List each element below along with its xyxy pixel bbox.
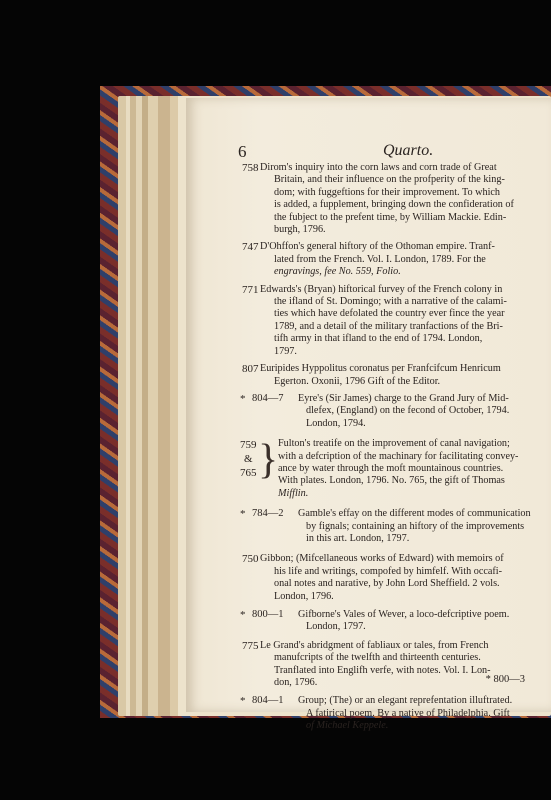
- entry-line: Group; (The) or an elegant reprefentation illuftrated.: [298, 695, 513, 707]
- page-number: 6: [238, 142, 247, 161]
- entry-line: Dirom's inquiry into the corn laws and corn trade of Great: [260, 162, 497, 173]
- entry-line: Gifborne's Vales of Wever, a loco-defcriptive poem.: [298, 609, 510, 620]
- supplement-mark: *: [240, 609, 246, 621]
- entry-line: Britain, and their influence on the profperity of the king-: [274, 174, 505, 186]
- running-head: [238, 142, 551, 162]
- entry-number: 759: [240, 439, 257, 452]
- entry-number-group: [240, 438, 258, 480]
- entry-line: Egerton. Oxonii, 1796 Gift of the Editor.: [274, 375, 441, 387]
- entry-line: Gamble's effay on the different modes of communication: [298, 508, 531, 520]
- entry-line: tifh army in that ifland to the end of 1794. London,: [274, 333, 483, 345]
- entry-number: 800—1: [252, 609, 284, 620]
- entry-line: onal notes and narative, by John Lord Sheffield. 2 vols.: [274, 578, 500, 590]
- entry-line: A fatirical poem. By a native of Philadelphia. Gift: [306, 707, 510, 719]
- supplement-mark: *: [240, 392, 246, 405]
- entry-line: London, 1797.: [306, 621, 366, 633]
- entry-line: burgh, 1796.: [274, 224, 326, 236]
- running-title: Quarto.: [383, 142, 434, 159]
- entry-line: Tranflated into Englifh verfe, with notes. Vol. I. Lon-: [274, 664, 491, 676]
- book-page: [186, 98, 551, 732]
- entry-line: the fubject to the prefent time, by William Mackie. Edin-: [274, 211, 507, 223]
- entry-number-ampersand: &: [244, 453, 253, 466]
- entry-line: Le Grand's abridgment of fabliaux or tales, from French: [260, 639, 489, 651]
- catalog-entry: [238, 363, 551, 388]
- catalog-entry: [238, 609, 551, 634]
- entry-line: is added, a fupplement, bringing down the confideration of: [274, 199, 514, 211]
- entry-line: London, 1794.: [306, 417, 366, 429]
- entry-line: Gibbon; (Mifcellaneous works of Edward) with memoirs of: [260, 553, 504, 565]
- catalog-entry: [238, 284, 551, 358]
- entry-number: 804—7: [252, 392, 284, 404]
- catalog-entry: [238, 695, 551, 732]
- entry-line: by fignals; containing an hiftory of the improvements: [306, 520, 525, 532]
- entry-number: 775: [242, 639, 259, 652]
- entry-line: London, 1796.: [274, 590, 334, 602]
- brace-glyph: }: [258, 437, 279, 484]
- entry-line: dom; with fuggeftions for their improvement. To which: [274, 186, 501, 198]
- entry-line: 1797.: [274, 345, 297, 357]
- entry-line: Fulton's treatife on the improvement of canal navigation;: [278, 438, 510, 450]
- entry-line: with a defcription of the machinary for facilitating convey-: [278, 450, 519, 462]
- entry-line: engravings, fee No. 559, Folio.: [274, 266, 401, 278]
- entry-line: D'Ohffon's general hiftory of the Othoman empire. Tranf-: [260, 241, 495, 253]
- catalog-entry: [238, 393, 551, 430]
- entry-line: Euripides Hyppolitus coronatus per Franfcifcum Henricum: [260, 363, 501, 375]
- entry-line: ties which have defolated the country ever fince the year: [274, 308, 505, 320]
- catchword: * 800—3: [485, 674, 525, 685]
- entry-line: lated from the French. Vol. I. London, 1789. For the: [274, 253, 486, 265]
- entry-line: With plates. London, 1796. No. 765, the gift of Thomas: [278, 475, 505, 487]
- catalog-entry: [238, 241, 551, 278]
- entry-line: of Michael Keppele.: [306, 720, 389, 732]
- entry-number: 807: [242, 363, 259, 376]
- entry-line: in this art. London, 1797.: [306, 532, 410, 544]
- catalog-entry: [238, 508, 551, 545]
- catalog-entries: [238, 162, 551, 738]
- entry-number: 765: [240, 467, 257, 480]
- entry-number: 784—2: [252, 508, 284, 520]
- catalog-entry: [238, 438, 551, 500]
- catalog-entry: [238, 162, 551, 236]
- entry-number: 804—1: [252, 695, 284, 707]
- entry-number: 758: [242, 162, 259, 174]
- entry-line: ance by water through the moft mountainous countries.: [278, 462, 504, 474]
- catalog-entry: [238, 553, 551, 603]
- entry-line: Mifflin.: [278, 487, 309, 499]
- entry-line: Eyre's (Sir James) charge to the Grand Jury of Mid-: [298, 392, 509, 404]
- entry-line: Edwards's (Bryan) hiftorical furvey of the French colony in: [260, 283, 503, 295]
- supplement-mark: *: [240, 695, 246, 708]
- entry-number: 750: [242, 553, 259, 566]
- entry-line: his life and writings, compofed by himfelf. With occafi-: [274, 565, 502, 577]
- entry-line: the ifland of St. Domingo; with a narrative of the calami-: [274, 296, 507, 308]
- entry-number: 747: [242, 241, 259, 254]
- entry-line: 1789, and a detail of the military tranfactions of the Bri-: [274, 320, 503, 332]
- entry-line: dlefex, (England) on the fecond of October, 1794.: [306, 405, 510, 417]
- supplement-mark: *: [240, 508, 246, 521]
- entry-number: 771: [242, 283, 259, 296]
- entry-line: don, 1796.: [274, 677, 318, 689]
- entry-line: manufcripts of the twelfth and thirteenth centuries.: [274, 652, 481, 664]
